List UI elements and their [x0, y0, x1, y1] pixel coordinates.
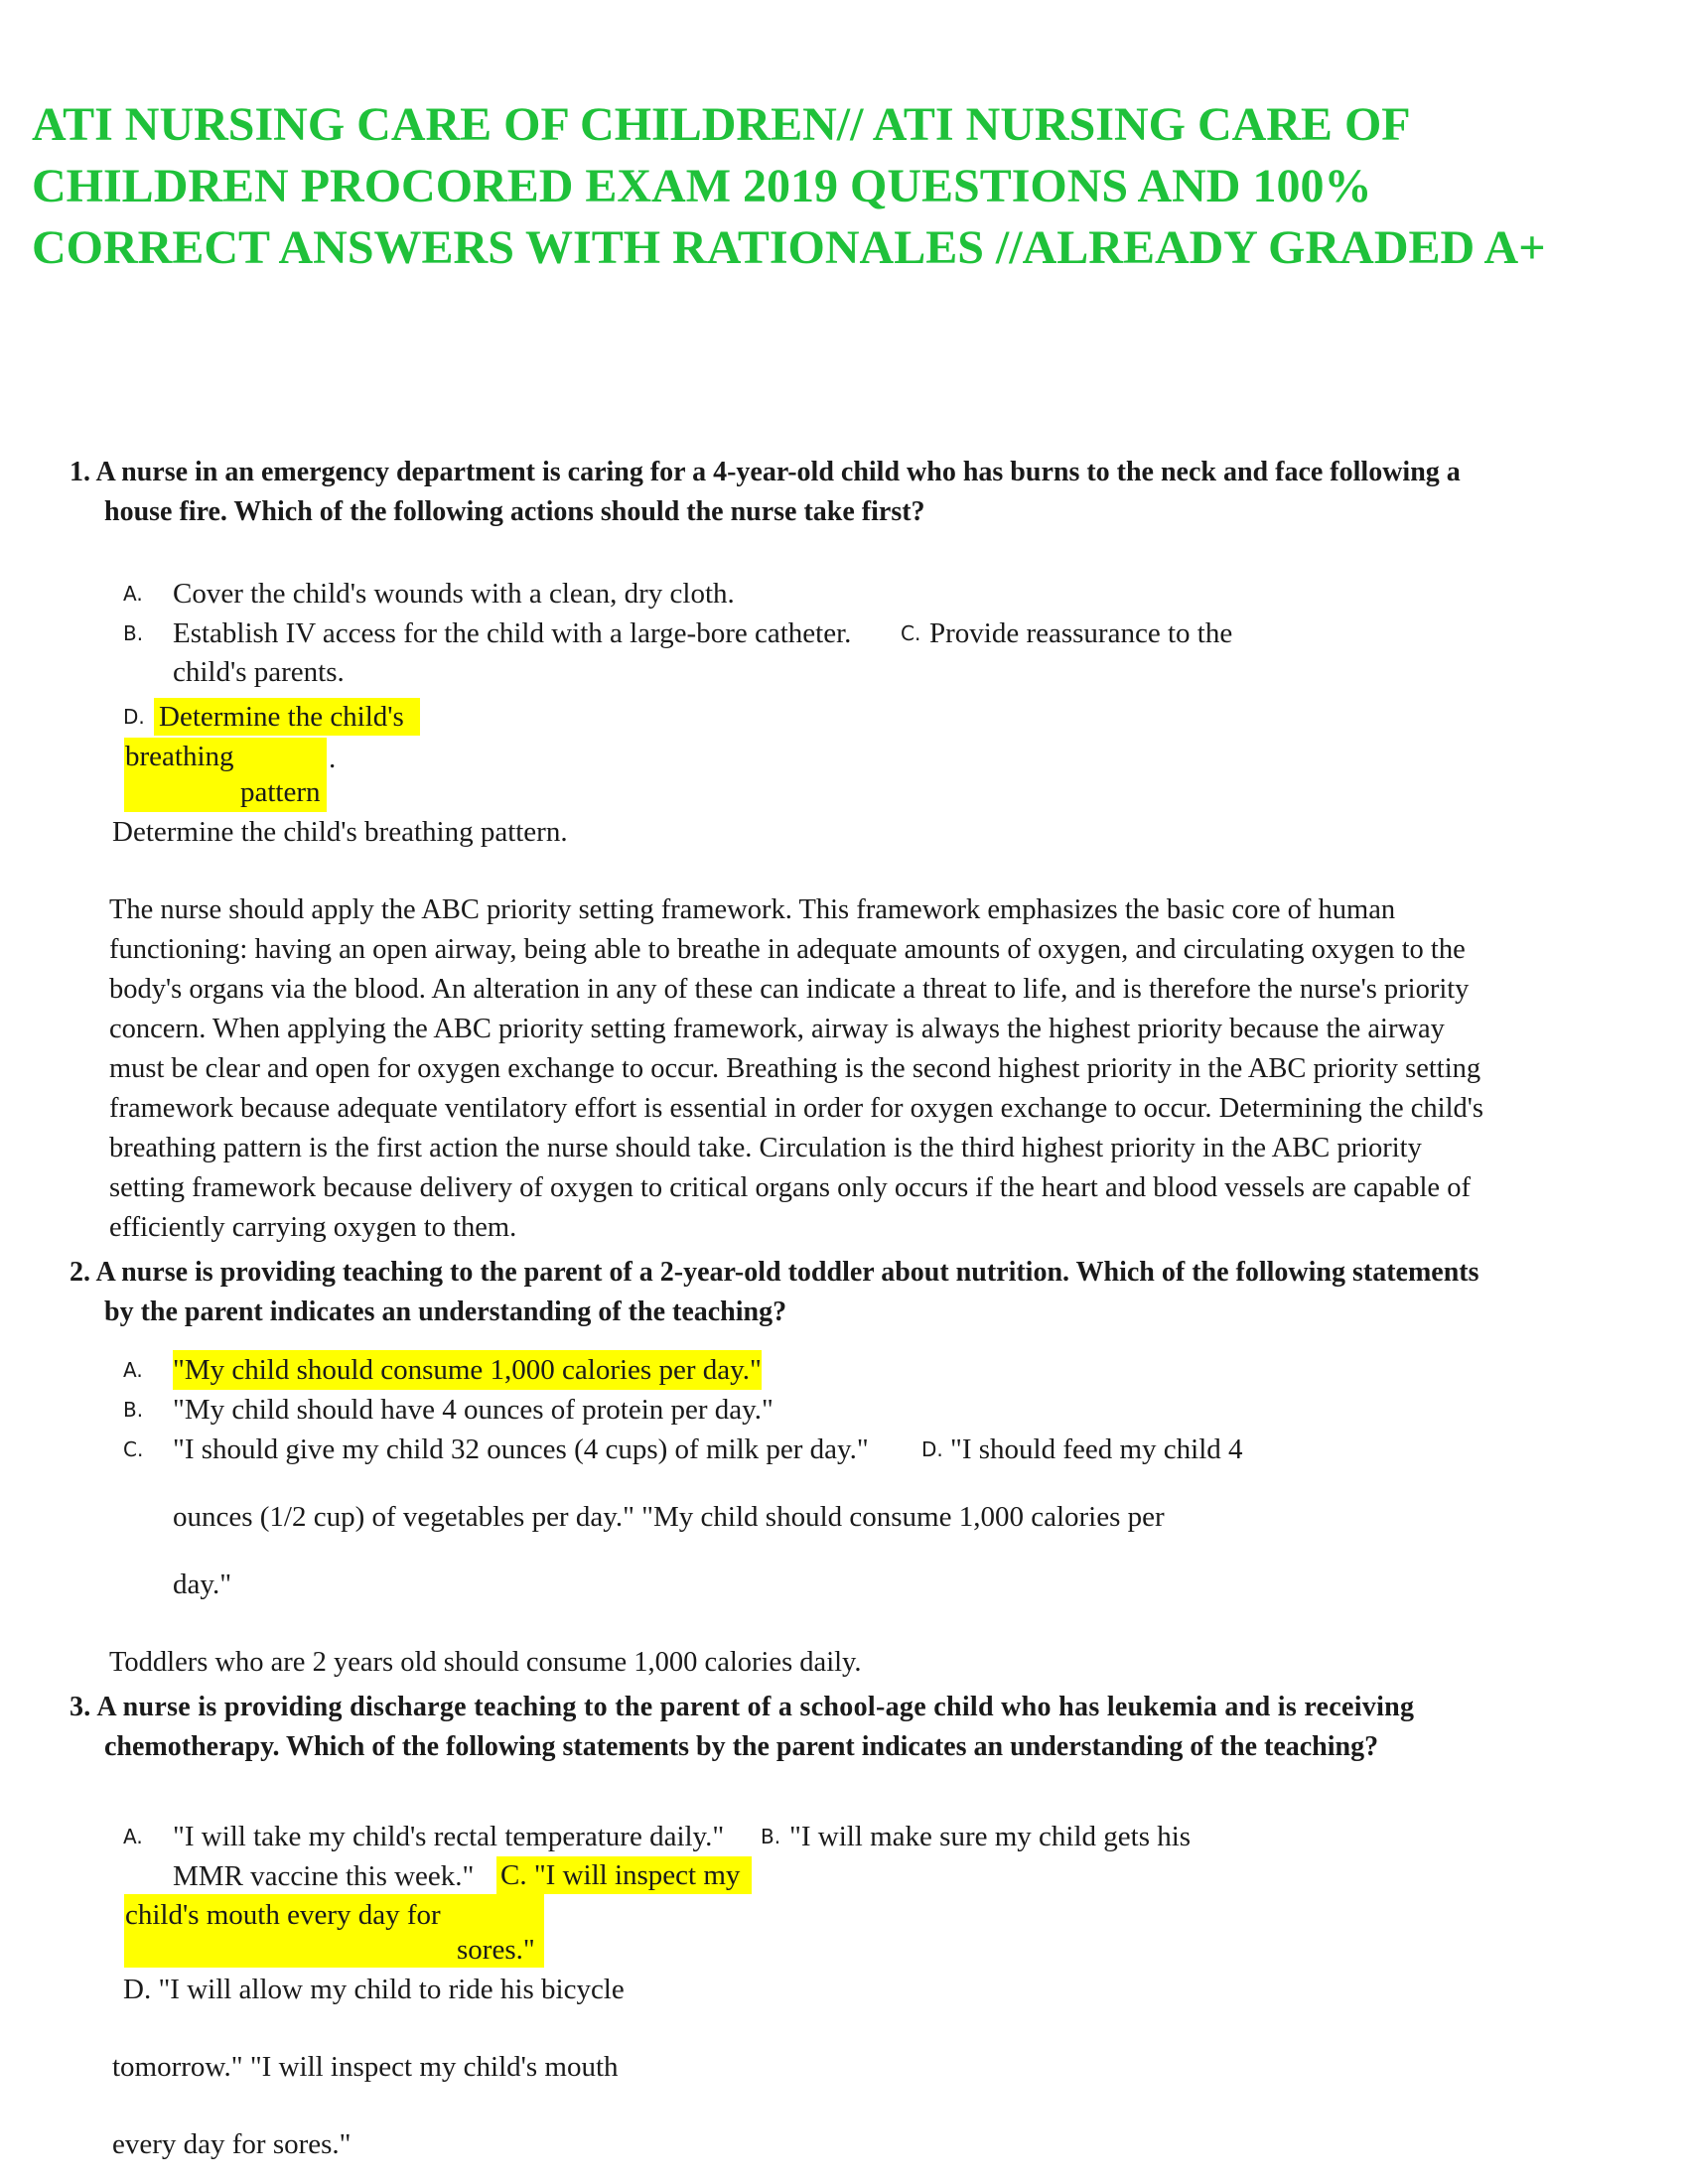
option-letter: D.: [123, 705, 145, 729]
option-letter: C.: [123, 1437, 144, 1461]
option-a-text: Cover the child's wounds with a clean, dry cloth.: [173, 578, 735, 610]
option-d-text: "I should feed my child 4: [950, 1433, 1243, 1465]
rationale-line: efficiently carrying oxygen to them.: [109, 1212, 517, 1243]
question-2-stem: 2. A nurse is providing teaching to the parent of a 2-year-old toddler about nutrition. Which of the following statements: [70, 1257, 1479, 1288]
option-a-text: "My child should consume 1,000 calories per day.": [173, 1350, 762, 1390]
rationale-line: functioning: having an open airway, being able to breathe in adequate amounts of oxygen, and circulating oxygen to the: [109, 934, 1466, 965]
option-c-text: child's parents.: [173, 656, 345, 688]
option-letter: A.: [123, 582, 143, 606]
option-b-text: MMR vaccine this week.": [173, 1860, 475, 1892]
option-d-text: D. "I will allow my child to ride his bicycle: [123, 1974, 625, 2005]
option-c-text: Provide reassurance to the: [929, 617, 1233, 649]
option-b-text: "I will make sure my child gets his: [789, 1821, 1192, 1852]
rationale-line: breathing pattern is the first action the nurse should take. Circulation is the third highest priority in the ABC priority: [109, 1133, 1422, 1163]
option-d-text: Determine the child's: [159, 701, 404, 733]
rationale-line: framework because adequate ventilatory effort is essential in order for oxygen exchange to occur. Determining the child's: [109, 1093, 1483, 1124]
rationale-line: setting framework because delivery of oxygen to critical organs only occurs if the heart and blood vessels are capable of: [109, 1172, 1471, 1203]
option-b-text: Establish IV access for the child with a large-bore catheter.: [173, 617, 852, 649]
option-d-dot: .: [329, 743, 337, 774]
rationale-line: Toddlers who are 2 years old should consume 1,000 calories daily.: [109, 1647, 862, 1678]
correct-answer: Determine the child's breathing pattern.: [112, 816, 568, 848]
option-a-text: "I will take my child's rectal temperature daily.": [173, 1821, 725, 1852]
option-c-text: sores.": [457, 1934, 535, 1966]
question-3-stem: chemotherapy. Which of the following statements by the parent indicates an understanding of the teaching?: [104, 1731, 1379, 1762]
rationale-line: body's organs via the blood. An alteration in any of these can indicate a threat to life, and is therefore the nurse's priority: [109, 974, 1470, 1005]
title-line: ATI NURSING CARE OF CHILDREN// ATI NURSING CARE OF: [32, 98, 1411, 151]
option-letter: B.: [123, 1398, 144, 1422]
document-title: [32, 94, 1660, 279]
option-c-text: child's mouth every day for: [125, 1899, 441, 1931]
option-letter: A.: [123, 1358, 143, 1382]
option-letter: B.: [123, 621, 144, 645]
option-d-text: every day for sores.": [112, 2128, 352, 2160]
option-b-text: "My child should have 4 ounces of protein per day.": [173, 1394, 774, 1426]
option-letter: D.: [921, 1437, 943, 1461]
question-1-stem: 1. A nurse in an emergency department is caring for a 4-year-old child who has burns to the neck and face following a: [70, 457, 1461, 487]
option-d-text: tomorrow." "I will inspect my child's mouth: [112, 2051, 619, 2083]
rationale-line: must be clear and open for oxygen exchange to occur. Breathing is the second highest priority in the ABC priority setting: [109, 1053, 1481, 1084]
rationale-line: The nurse should apply the ABC priority setting framework. This framework emphasizes the basic core of human: [109, 894, 1396, 925]
rationale-line: concern. When applying the ABC priority setting framework, airway is always the highest priority because the airway: [109, 1014, 1445, 1044]
question-3-stem: 3. A nurse is providing discharge teaching to the parent of a school-age child who has leukemia and is receiving: [70, 1692, 1415, 1722]
option-c-text: "I should give my child 32 ounces (4 cups) of milk per day.": [173, 1433, 869, 1465]
question-2-stem: by the parent indicates an understanding of the teaching?: [104, 1297, 787, 1327]
option-letter: B.: [761, 1825, 781, 1848]
option-d-text: day.": [173, 1569, 232, 1600]
option-letter: C.: [901, 621, 921, 645]
option-d-text: ounces (1/2 cup) of vegetables per day." "My child should consume 1,000 calories per: [173, 1501, 1165, 1533]
option-d-text: breathing: [125, 741, 234, 772]
option-c-text: C. "I will inspect my: [500, 1859, 741, 1891]
title-line: CHILDREN PROCORED EXAM 2019 QUESTIONS AND 100%: [32, 160, 1372, 212]
title-line: CORRECT ANSWERS WITH RATIONALES //ALREADY GRADED A+: [32, 221, 1546, 274]
option-d-text: pattern: [240, 776, 321, 808]
option-letter: A.: [123, 1825, 143, 1848]
question-1-stem: house fire. Which of the following actions should the nurse take first?: [104, 496, 925, 527]
